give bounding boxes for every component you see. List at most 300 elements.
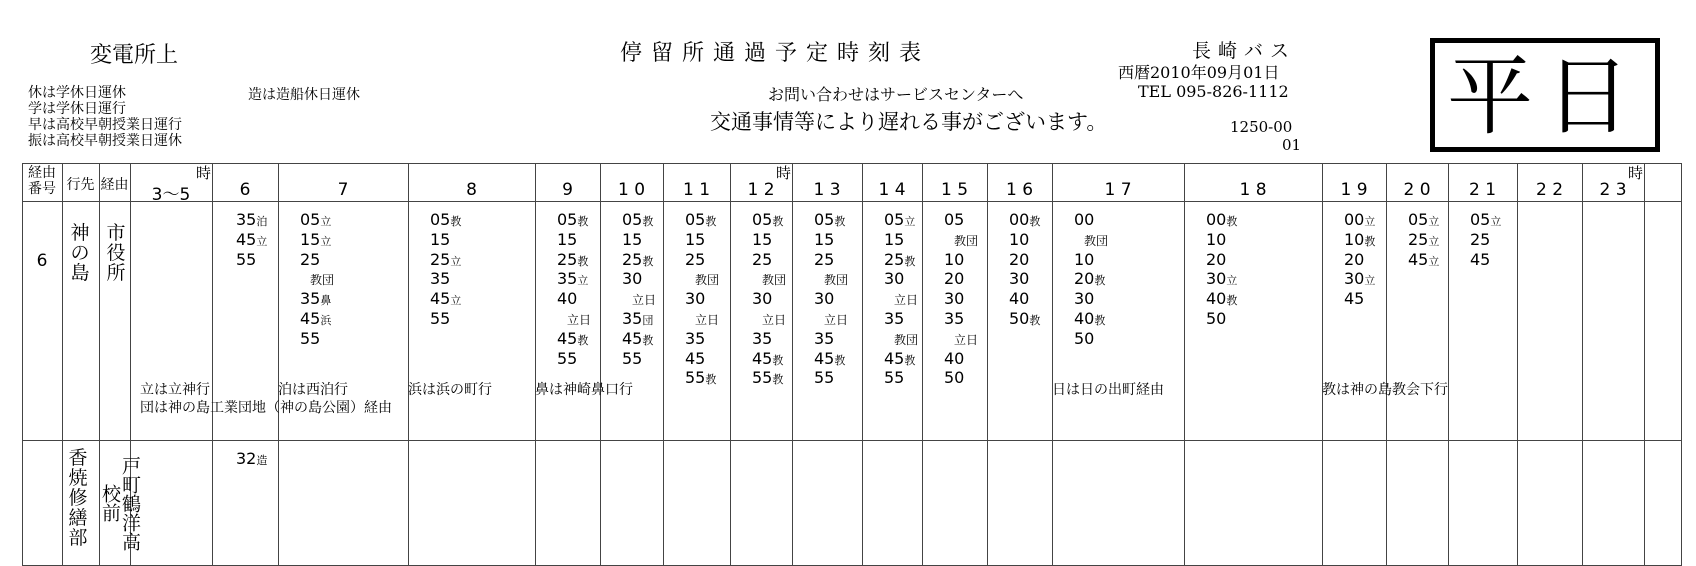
route-legend-note: 団は神の島工業団地（神の島公園）経由 <box>140 400 392 416</box>
departure-mark: 教 <box>1226 294 1238 308</box>
hour-cell <box>1206 211 1237 330</box>
departure-mark: 立日 <box>762 312 787 327</box>
departure-entry <box>622 270 656 290</box>
departure-minute: 45 <box>814 348 835 368</box>
departure-entry <box>1408 211 1439 231</box>
departure-entry <box>430 270 461 290</box>
departure-minute: 45 <box>236 229 257 249</box>
grid-col-line <box>1517 163 1518 566</box>
departure-minute: 45 <box>685 348 706 368</box>
departure-mark: 教 <box>904 254 916 268</box>
header-hour: 2 2 <box>1535 180 1564 200</box>
hour-cell <box>814 211 848 389</box>
departure-entry <box>1206 231 1237 251</box>
departure-entry <box>622 211 656 231</box>
departure-minute: 35 <box>752 328 773 348</box>
departure-mark: 教団 <box>894 332 919 347</box>
departure-entry <box>1408 231 1439 251</box>
grid-col-line <box>730 163 731 566</box>
departure-mark: 立 <box>1226 274 1238 288</box>
day-type-box <box>1430 38 1660 152</box>
departure-mark: 立日 <box>824 312 849 327</box>
departure-minute: 05 <box>300 210 321 229</box>
header-hour: 1 1 <box>682 180 711 200</box>
departure-entry <box>814 290 848 310</box>
departure-minute: 05 <box>685 210 706 229</box>
departure-entry <box>1206 211 1237 231</box>
departure-minute: 20 <box>1009 249 1030 269</box>
departure-minute: 30 <box>685 289 706 309</box>
departure-minute: 05 <box>557 210 578 229</box>
departure-mark: 教 <box>772 353 784 367</box>
timetable-grid <box>22 163 1682 566</box>
header-hour: 1 8 <box>1239 180 1267 200</box>
grid-col-line <box>62 163 63 566</box>
departure-entry <box>1009 231 1040 251</box>
departure-minute: 45 <box>1344 289 1365 309</box>
departure-minute: 35 <box>884 308 905 328</box>
departure-minute: 30 <box>884 269 905 289</box>
departure-entry <box>430 211 461 231</box>
departure-minute: 25 <box>752 249 773 269</box>
grid-col-line <box>1322 163 1323 566</box>
departure-entry <box>944 310 978 330</box>
departure-entry <box>884 330 918 350</box>
departure-entry <box>1344 270 1375 290</box>
departure-entry <box>685 330 719 350</box>
departure-entry <box>944 290 978 310</box>
hour-cell <box>430 211 461 330</box>
departure-minute: 10 <box>1074 249 1095 269</box>
departure-minute: 50 <box>1206 308 1227 328</box>
header-hour: 1 7 <box>1104 180 1132 200</box>
departure-entry <box>1206 251 1237 271</box>
departure-entry <box>752 251 786 271</box>
departure-minute: 55 <box>300 328 321 348</box>
hour-cell <box>557 211 591 369</box>
departure-minute: 15 <box>884 229 905 249</box>
departure-minute: 05 <box>622 210 643 229</box>
departure-entry <box>752 330 786 350</box>
departure-entry <box>300 330 334 350</box>
departure-entry <box>944 251 978 271</box>
route-number: 6 <box>36 251 48 271</box>
departure-entry <box>1074 310 1108 330</box>
departure-entry <box>1206 270 1237 290</box>
header-hour: 9 <box>562 180 573 200</box>
stop-name: 変電所上 <box>90 43 179 68</box>
departure-minute: 15 <box>622 229 643 249</box>
departure-mark: 教 <box>1094 274 1106 288</box>
departure-minute: 35 <box>944 308 965 328</box>
departure-minute: 55 <box>430 308 451 328</box>
hour-cell <box>944 211 978 389</box>
departure-mark: 教団 <box>824 273 849 288</box>
departure-mark: 立 <box>904 215 916 228</box>
departure-minute: 15 <box>300 229 321 249</box>
note-shipyard: 造は造船休日運休 <box>248 87 360 103</box>
grid-col-line <box>862 163 863 566</box>
departure-minute: 05 <box>430 210 451 229</box>
hour-cell <box>1074 211 1108 350</box>
departure-minute: 35 <box>557 269 578 289</box>
departure-minute: 45 <box>752 348 773 368</box>
departure-mark: 教団 <box>1084 233 1109 248</box>
header-hour: 1 4 <box>878 180 906 200</box>
departure-mark: 立日 <box>695 312 720 327</box>
departure-entry <box>814 211 848 231</box>
departure-entry <box>814 310 848 330</box>
header-hour: 1 2 <box>747 180 775 200</box>
departure-entry <box>430 310 461 330</box>
departure-entry <box>752 369 786 389</box>
departure-entry <box>884 251 918 271</box>
effective-date: 西暦2010年09月01日 <box>1118 63 1280 82</box>
departure-mark: 立日 <box>632 293 657 308</box>
departure-mark: 教 <box>642 333 654 347</box>
departure-minute: 45 <box>884 348 905 368</box>
departure-minute: 45 <box>557 328 578 348</box>
departure-entry <box>685 211 719 231</box>
departure-minute: 25 <box>814 249 835 269</box>
departure-minute: 45 <box>1408 249 1429 269</box>
departure-minute: 00 <box>1344 210 1365 229</box>
departure-mark: 泊 <box>256 215 268 228</box>
departure-entry <box>1009 290 1040 310</box>
departure-minute: 05 <box>884 210 905 229</box>
departure-minute: 35 <box>685 328 706 348</box>
departure-entry <box>557 350 591 370</box>
departure-entry <box>752 211 786 231</box>
header-hour: 6 <box>239 180 251 200</box>
departure-mark: 立 <box>320 234 332 248</box>
departure-mark: 教 <box>1029 313 1041 327</box>
header-hour: 1 5 <box>940 180 969 200</box>
departure-entry <box>1344 290 1375 310</box>
departure-entry <box>884 231 918 251</box>
departure-minute: 55 <box>236 249 257 269</box>
departure-mark: 立 <box>1364 274 1376 288</box>
departure-entry <box>1344 231 1375 251</box>
grid-col-line <box>278 163 279 566</box>
departure-minute: 50 <box>944 368 965 388</box>
departure-mark: 立 <box>1428 215 1440 228</box>
departure-minute: 05 <box>1470 210 1491 229</box>
route-destination: 香焼修繕部 <box>68 447 88 549</box>
departure-minute: 55 <box>814 368 835 388</box>
departure-mark: 教団 <box>695 273 720 288</box>
departure-entry <box>557 310 591 330</box>
departure-entry <box>685 270 719 290</box>
departure-mark: 教 <box>642 254 654 268</box>
company-name: 長崎バス <box>1192 40 1297 62</box>
departure-entry <box>685 251 719 271</box>
departure-minute: 30 <box>1009 269 1030 289</box>
grid-col-line <box>1644 163 1645 566</box>
departure-mark: 立 <box>450 294 462 308</box>
contact-text: お問い合わせはサービスセンターへ <box>768 85 1024 104</box>
departure-entry <box>944 350 978 370</box>
departure-minute: 10 <box>1206 229 1227 249</box>
departure-entry <box>622 231 656 251</box>
departure-entry <box>1074 231 1108 251</box>
departure-minute: 55 <box>557 348 578 368</box>
departure-mark: 立 <box>1428 254 1440 268</box>
departure-entry <box>814 251 848 271</box>
hour-cell <box>236 450 267 470</box>
departure-minute: 30 <box>814 289 835 309</box>
header-hour-marker: 時 <box>776 164 792 182</box>
departure-minute: 30 <box>1344 269 1365 289</box>
departure-mark: 立日 <box>954 332 979 347</box>
departure-entry <box>944 369 978 389</box>
departure-mark: 立 <box>320 215 332 228</box>
departure-mark: 教 <box>772 215 784 228</box>
departure-minute: 35 <box>430 269 451 289</box>
route-legend-note: 鼻は神崎鼻口行 <box>535 382 633 398</box>
departure-entry <box>685 350 719 370</box>
departure-mark: 教 <box>705 215 717 228</box>
grid-col-line <box>1681 163 1682 566</box>
departure-entry <box>1074 330 1108 350</box>
departure-entry <box>814 330 848 350</box>
timetable-subcode: 01 <box>1282 136 1302 154</box>
departure-entry <box>557 290 591 310</box>
route-via: 戸町鶴洋高校前 <box>99 455 141 551</box>
departure-entry <box>1074 251 1108 271</box>
departure-entry <box>622 350 656 370</box>
grid-col-line <box>1448 163 1449 566</box>
departure-entry <box>300 251 334 271</box>
departure-minute: 40 <box>1206 289 1227 309</box>
departure-minute: 20 <box>1206 249 1227 269</box>
departure-entry <box>1009 310 1040 330</box>
departure-entry <box>622 310 656 330</box>
departure-entry <box>622 290 656 310</box>
departure-minute: 10 <box>944 249 965 269</box>
departure-entry <box>557 231 591 251</box>
departure-entry <box>557 330 591 350</box>
grid-col-line <box>535 163 536 566</box>
departure-mark: 浜 <box>320 313 332 327</box>
departure-entry <box>685 231 719 251</box>
departure-entry <box>814 350 848 370</box>
departure-minute: 15 <box>557 229 578 249</box>
departure-mark: 教 <box>1029 215 1041 228</box>
departure-entry <box>300 211 334 231</box>
departure-minute: 10 <box>1344 229 1365 249</box>
header-hour: 2 3 <box>1599 180 1627 200</box>
departure-mark: 立日 <box>567 312 592 327</box>
route-legend-note: 教は神の島教会下行 <box>1322 382 1448 398</box>
grid-row-line <box>22 201 1682 202</box>
departure-minute: 10 <box>1009 229 1030 249</box>
departure-entry <box>884 310 918 330</box>
departure-minute: 15 <box>752 229 773 249</box>
departure-minute: 45 <box>622 328 643 348</box>
departure-minute: 45 <box>430 289 451 309</box>
header-hour-marker: 時 <box>1628 164 1644 182</box>
departure-entry <box>1470 211 1501 231</box>
departure-minute: 30 <box>752 289 773 309</box>
hour-cell <box>1009 211 1040 330</box>
departure-minute: 30 <box>622 269 643 289</box>
departure-mark: 教 <box>1226 215 1238 228</box>
departure-entry <box>236 231 267 251</box>
departure-mark: 教 <box>834 353 846 367</box>
departure-mark: 立 <box>450 254 462 268</box>
departure-minute: 05 <box>752 210 773 229</box>
departure-mark: 教 <box>834 215 846 228</box>
departure-minute: 40 <box>944 348 965 368</box>
departure-entry <box>300 290 334 310</box>
page-title: 停留所通過予定時刻表 <box>620 41 931 66</box>
departure-minute: 25 <box>430 249 451 269</box>
departure-entry <box>1206 310 1237 330</box>
departure-entry <box>752 270 786 290</box>
departure-entry <box>236 211 267 231</box>
departure-entry <box>622 251 656 271</box>
departure-minute: 20 <box>1074 269 1095 289</box>
grid-col-line <box>1052 163 1053 566</box>
departure-minute: 25 <box>1408 229 1429 249</box>
departure-minute: 15 <box>685 229 706 249</box>
route-legend-note: 浜は浜の町行 <box>408 382 492 398</box>
departure-minute: 35 <box>300 289 321 309</box>
header-route-no: 番号 <box>28 181 56 197</box>
header-hour: 1 6 <box>1005 180 1034 200</box>
departure-minute: 00 <box>1074 210 1095 229</box>
departure-entry <box>430 251 461 271</box>
departure-mark: 立日 <box>894 293 919 308</box>
departure-entry <box>300 310 334 330</box>
departure-minute: 25 <box>300 249 321 269</box>
departure-minute: 25 <box>622 249 643 269</box>
route-legend-note: 立は立神行 <box>140 382 210 398</box>
departure-minute: 20 <box>1344 249 1365 269</box>
departure-mark: 教 <box>450 215 462 228</box>
departure-minute: 05 <box>944 210 965 229</box>
departure-minute: 30 <box>1206 269 1227 289</box>
departure-entry <box>884 290 918 310</box>
header-hour-marker: 時 <box>196 164 212 182</box>
departure-entry <box>814 270 848 290</box>
header-hour: 1 0 <box>617 180 646 200</box>
grid-col-line <box>1386 163 1387 566</box>
departure-entry <box>236 450 267 470</box>
departure-entry <box>236 251 267 271</box>
departure-mark: 立 <box>1490 215 1502 228</box>
departure-minute: 00 <box>1206 210 1227 229</box>
departure-mark: 鼻 <box>320 294 332 308</box>
departure-mark: 教団 <box>310 273 335 288</box>
note-school-holiday: 学は学休日運行 <box>28 101 126 117</box>
grid-col-line <box>663 163 664 566</box>
header-hour: 2 0 <box>1403 180 1431 200</box>
departure-entry <box>1009 270 1040 290</box>
route-legend-note: 日は日の出町経由 <box>1052 382 1164 398</box>
departure-mark: 立 <box>1428 234 1440 248</box>
departure-entry <box>1009 211 1040 231</box>
departure-entry <box>685 310 719 330</box>
departure-minute: 25 <box>557 249 578 269</box>
departure-entry <box>884 369 918 389</box>
departure-entry <box>622 330 656 350</box>
departure-entry <box>685 290 719 310</box>
grid-col-line <box>922 163 923 566</box>
route-legend-note: 泊は西泊行 <box>278 382 348 398</box>
departure-entry <box>1470 231 1501 251</box>
departure-mark: 教 <box>642 215 654 228</box>
route-via: 市役所 <box>106 222 126 284</box>
departure-minute: 35 <box>814 328 835 348</box>
timetable-code: 1250-00 <box>1230 118 1293 136</box>
departure-entry <box>944 231 978 251</box>
hour-cell <box>1470 211 1501 270</box>
departure-mark: 立 <box>256 234 268 248</box>
departure-mark: 教 <box>577 215 589 228</box>
departure-entry <box>752 310 786 330</box>
delay-notice: 交通事情等により遅れる事がございます。 <box>710 110 1108 134</box>
departure-mark: 造 <box>256 454 268 467</box>
departure-entry <box>1470 251 1501 271</box>
departure-mark: 立 <box>1364 215 1376 228</box>
departure-minute: 40 <box>557 289 578 309</box>
departure-mark: 教 <box>577 333 589 347</box>
departure-entry <box>752 290 786 310</box>
phone-number: TEL 095-826-1112 <box>1138 82 1289 101</box>
departure-mark: 教 <box>577 254 589 268</box>
grid-col-line <box>1184 163 1185 566</box>
day-type-label: 平日 <box>1447 47 1643 147</box>
departure-minute: 45 <box>1470 249 1491 269</box>
hour-cell <box>1344 211 1375 310</box>
departure-entry <box>944 211 978 231</box>
hour-cell <box>685 211 719 389</box>
departure-entry <box>1009 251 1040 271</box>
header-destination: 行先 <box>66 177 95 193</box>
departure-minute: 40 <box>1009 289 1030 309</box>
departure-mark: 立 <box>577 274 589 288</box>
grid-col-line <box>792 163 793 566</box>
departure-minute: 05 <box>1408 210 1429 229</box>
note-early-class: 早は高校早朝授業日運行 <box>28 117 182 133</box>
route-destination: 神の島 <box>70 222 90 284</box>
departure-entry <box>752 231 786 251</box>
header-route-no: 経由 <box>28 165 56 181</box>
departure-entry <box>814 231 848 251</box>
departure-entry <box>1344 211 1375 231</box>
departure-minute: 20 <box>944 269 965 289</box>
header-hour: 1 9 <box>1340 180 1368 200</box>
header-hour: 7 <box>337 180 349 200</box>
departure-minute: 45 <box>300 308 321 328</box>
departure-entry <box>944 330 978 350</box>
departure-entry <box>944 270 978 290</box>
grid-row-line <box>22 163 1682 164</box>
departure-entry <box>557 270 591 290</box>
departure-entry <box>1074 211 1108 231</box>
departure-entry <box>430 290 461 310</box>
departure-entry <box>685 369 719 389</box>
departure-entry <box>884 270 918 290</box>
departure-minute: 05 <box>814 210 835 229</box>
departure-mark: 団 <box>642 313 654 327</box>
departure-minute: 35 <box>622 308 643 328</box>
departure-entry <box>300 231 334 251</box>
departure-entry <box>1074 290 1108 310</box>
departure-minute: 30 <box>1074 289 1095 309</box>
